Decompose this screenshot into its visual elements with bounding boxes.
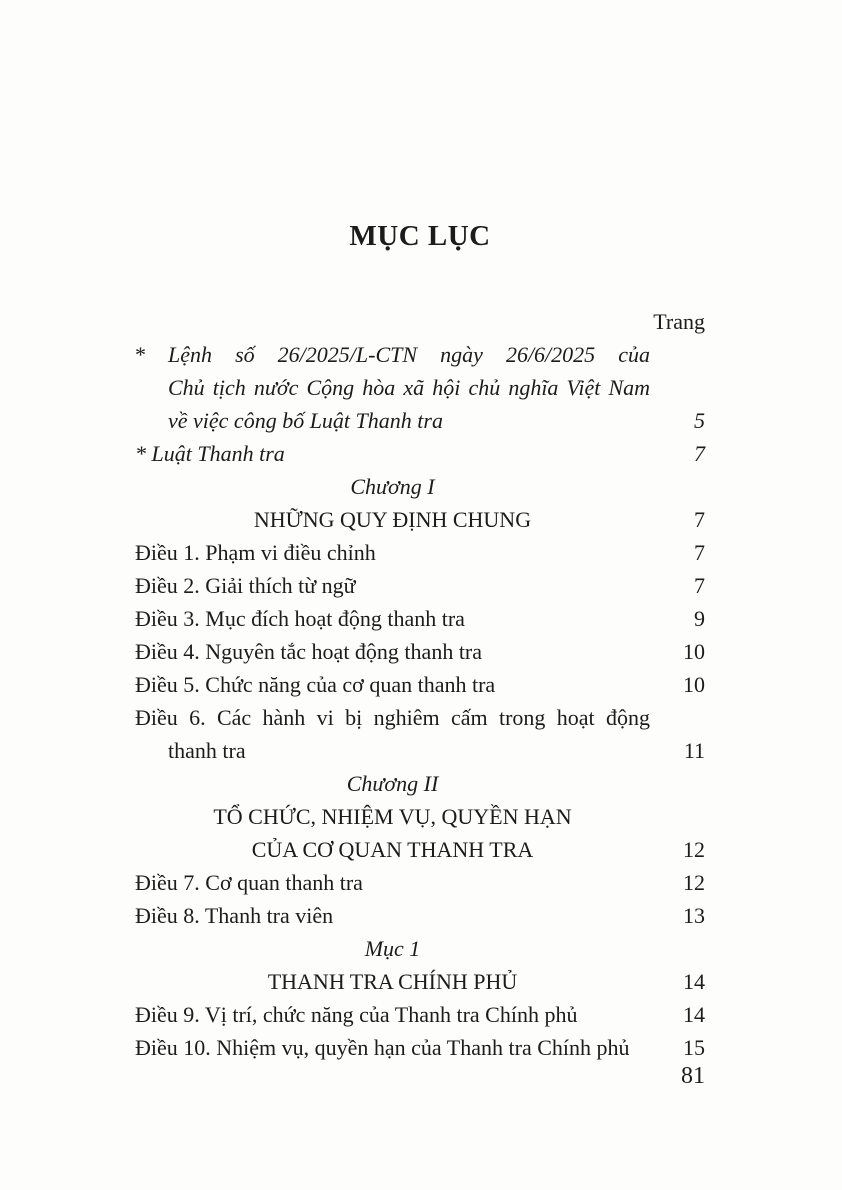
toc-entry (135, 635, 705, 668)
toc-entry-label: Điều 7. Cơ quan thanh tra (135, 870, 363, 895)
toc-page-number: 10 (683, 672, 705, 697)
toc-page-number: 11 (683, 738, 705, 763)
toc-entry (135, 998, 705, 1031)
toc-entry (135, 437, 705, 470)
toc-entry (135, 899, 705, 932)
toc-entry-label: Điều 3. Mục đích hoạt động thanh tra (135, 606, 465, 631)
toc-entry (135, 536, 705, 569)
toc-entry-line: về việc công bố Luật Thanh tra (168, 408, 443, 433)
page-title: MỤC LỤC (349, 220, 491, 252)
page-number-column-header: Trang (653, 309, 705, 334)
toc-page-number: 15 (683, 1035, 705, 1060)
toc-page-number: 5 (694, 408, 705, 433)
toc-chapter-label-text: Chương I (350, 474, 435, 499)
toc-entry (135, 1031, 705, 1064)
toc-entry-label: Điều 9. Vị trí, chức năng của Thanh tra Chính phủ (135, 1002, 578, 1027)
toc-entry (135, 602, 705, 635)
toc-entry-label: Điều 8. Thanh tra viên (135, 903, 334, 928)
toc-chapter-label (135, 767, 705, 800)
toc-section-label-text: Mục 1 (364, 936, 421, 961)
toc-page-number: 10 (683, 639, 705, 664)
asterisk-marker: * (135, 342, 146, 367)
toc-entry-line: Lệnh số 26/2025/L-CTN ngày 26/6/2025 của (168, 342, 650, 367)
toc-entry-label (135, 338, 650, 437)
toc-entry (135, 338, 705, 437)
toc-entry-label: Điều 10. Nhiệm vụ, quyền hạn của Thanh tra Chính phủ (135, 1035, 630, 1060)
toc-chapter-title (135, 800, 705, 866)
toc-entry-label: Điều 4. Nguyên tắc hoạt động thanh tra (135, 639, 483, 664)
toc-chapter-title-line: CỦA CƠ QUAN THANH TRA (251, 837, 534, 862)
toc-page-number: 7 (694, 540, 705, 565)
toc-page-number: 7 (694, 507, 705, 532)
toc-chapter-title-line: TỔ CHỨC, NHIỆM VỤ, QUYỀN HẠN (213, 804, 572, 829)
toc-page-number: 14 (683, 1002, 705, 1027)
page-content (135, 0, 705, 1064)
toc-chapter-title-text (135, 800, 650, 866)
folio-page-number: 81 (681, 1063, 705, 1089)
toc-entry-label: Điều 1. Phạm vi điều chỉnh (135, 540, 376, 565)
toc-entry (135, 668, 705, 701)
toc-chapter-label-text: Chương II (346, 771, 439, 796)
toc-section-label (135, 932, 705, 965)
toc-entry (135, 866, 705, 899)
toc-page-number: 9 (694, 606, 705, 631)
toc-page-number: 7 (694, 441, 705, 466)
toc-section-title (135, 965, 705, 998)
toc-entry-label: * Luật Thanh tra (135, 441, 285, 466)
toc-entry-line: thanh tra (168, 738, 246, 763)
toc-page-number: 7 (694, 573, 705, 598)
table-of-contents (135, 338, 705, 1064)
toc-entry (135, 569, 705, 602)
toc-entry-label: Điều 5. Chức năng của cơ quan thanh tra (135, 672, 496, 697)
toc-section-title-text: THANH TRA CHÍNH PHỦ (267, 969, 518, 994)
toc-chapter-title-text: NHỮNG QUY ĐỊNH CHUNG (253, 507, 532, 532)
toc-entry-line: Chủ tịch nước Cộng hòa xã hội chủ nghĩa Việt Nam (168, 375, 650, 400)
toc-entry-label (135, 701, 650, 767)
toc-page-number: 12 (683, 837, 705, 862)
toc-entry (135, 701, 705, 767)
toc-page-number: 12 (683, 870, 705, 895)
toc-chapter-title (135, 503, 705, 536)
toc-page-number: 13 (683, 903, 705, 928)
toc-chapter-label (135, 470, 705, 503)
toc-entry-line: Điều 6. Các hành vi bị nghiêm cấm trong hoạt động (135, 705, 650, 730)
toc-entry-label: Điều 2. Giải thích từ ngữ (135, 573, 356, 598)
toc-page-number: 14 (683, 969, 705, 994)
